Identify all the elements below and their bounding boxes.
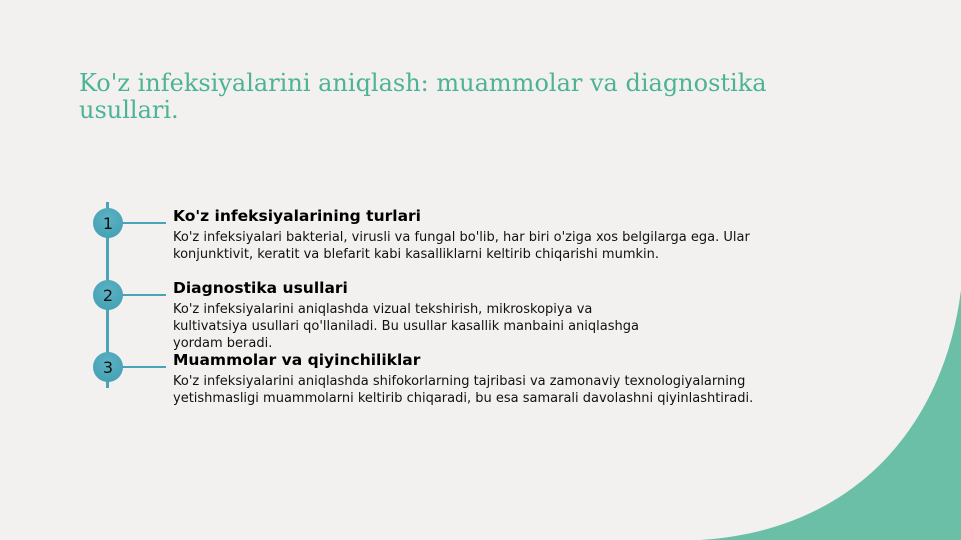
timeline-connector-2: [122, 294, 166, 296]
timeline-item-1: [173, 207, 813, 263]
timeline-node-1: 1: [93, 208, 123, 238]
item-text: Ko'z infeksiyalarini aniqlashda vizual tekshirish, mikroskopiya va kultivatsiya usullari qo'llaniladi. Bu usullar kasallik manbaini aniqlashga yordam beradi.: [173, 302, 639, 351]
timeline-item-3: [173, 351, 818, 407]
slide-title: Ko'z infeksiyalarini aniqlash: muammolar va diagnostika usullari.: [79, 69, 767, 124]
item-text: Ko'z infeksiyalari bakterial, virusli va fungal bo'lib, har biri o'ziga xos belgilarga ega. Ular konjunktivit, keratit va blefarit kabi kasalliklarni keltirib chiqarishi mumkin.: [173, 230, 750, 262]
item-heading: Muammolar va qiyinchiliklar: [173, 351, 421, 369]
timeline-connector-3: [122, 366, 166, 368]
timeline-node-2: 2: [93, 280, 123, 310]
item-text: Ko'z infeksiyalarini aniqlashda shifokorlarning tajribasi va zamonaviy texnologiyalarning yetishmasligi muammolarni keltirib chiqaradi, bu esa samarali davolashni qiyinlashtiradi.: [173, 374, 754, 406]
timeline-node-3: 3: [93, 352, 123, 382]
item-heading: Diagnostika usullari: [173, 279, 348, 297]
item-heading: Ko'z infeksiyalarining turlari: [173, 207, 421, 225]
timeline-connector-1: [122, 222, 166, 224]
timeline-item-2: [173, 279, 643, 352]
